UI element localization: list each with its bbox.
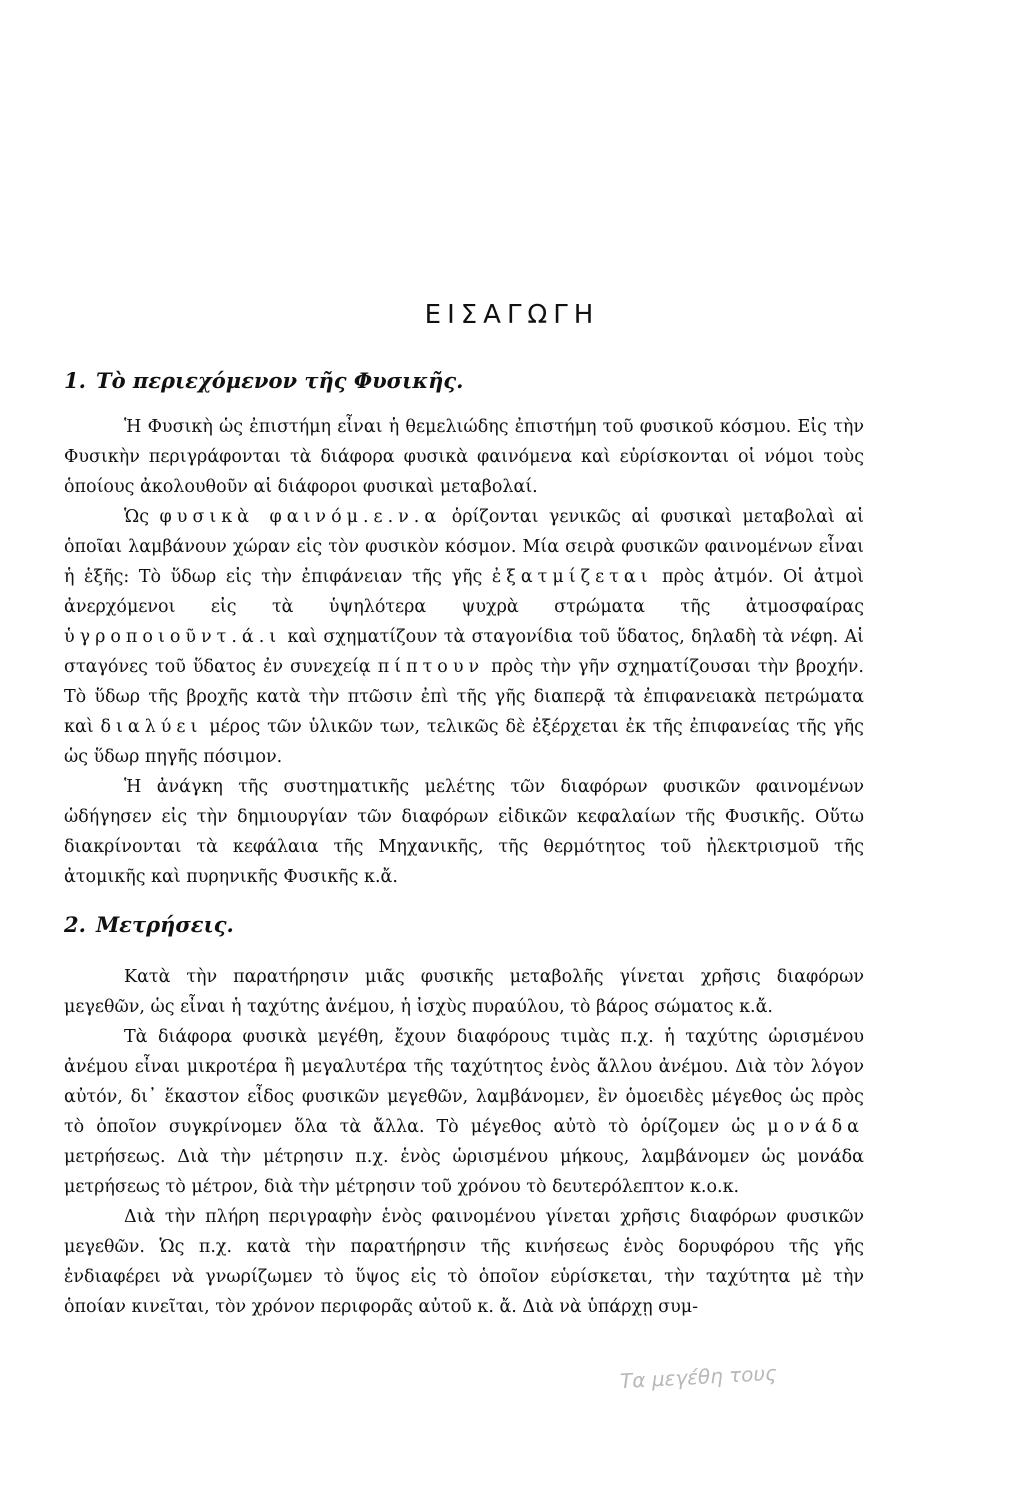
text-run: Τὰ διάφορα φυσικὰ μεγέθη, ἔχουν διαφόρους τιμὰς π.χ. ἡ ταχύτης ὡρισμένου ἀνέμου εἶναι μικροτέρα ἢ μεγαλυτέρα τῆς ταχύτητος ἑνὸς ἄλλου ἀνέμου. Διὰ τὸν λόγον αὐτόν, δι᾽ ἕκαστον εἶδος φυσικῶν μεγεθῶν, λαμβάνομεν, ἓν ὁμοειδὲς μέγεθος ὡς πρὸς τὸ ὁποῖον συγκρίνομεν ὅλα τὰ ἄλλα. Τὸ μέγεθος αὐτὸ τὸ ὁρίζομεν ὡς bbox=[64, 1027, 864, 1137]
section-2-heading bbox=[64, 912, 234, 937]
section-2-paragraph-2 bbox=[64, 1022, 864, 1202]
section-1-number: 1. bbox=[64, 368, 86, 393]
page-title: ΕΙΣΑΓΩΓΗ bbox=[424, 300, 600, 330]
spaced-term: πίπτουν bbox=[377, 657, 485, 677]
text-run: μετρήσεως. Διὰ τὴν μέτρησιν π.χ. ἑνὸς ὡρισμένου μήκους, λαμβάνομεν ὡς μονάδα μετρήσεως τὸ μέτρον, διὰ τὴν μέτρησιν τοῦ χρόνου τὸ δευτερόλεπτον κ.ο.κ. bbox=[64, 1147, 864, 1197]
section-1-paragraph-3: Ἡ ἀνάγκη τῆς συστηματικῆς μελέτης τῶν διαφόρων φυσικῶν φαινομένων ὡδήγησεν εἰς τὴν δημιουργίαν τῶν διαφόρων εἰδικῶν κεφαλαίων τῆς Φυσικῆς. Οὕτω διακρίνονται τὰ κεφάλαια τῆς Μηχανικῆς, τῆς θερμότητος τοῦ ἠλεκτρισμοῦ τῆς ἀτομικῆς καὶ πυρηνικῆς Φυσικῆς κ.ἄ. bbox=[64, 777, 864, 887]
text-run: πρὸς τὴν γῆν σχηματίζουσαι τὴν βροχήν. Τὸ ὕδωρ τῆς βροχῆς κατὰ τὴν πτῶσιν ἐπὶ τῆς γῆς διαπερᾷ τὰ ἐπιφανειακὰ πετρώματα καὶ bbox=[64, 657, 864, 737]
spaced-term: διαλύει bbox=[100, 717, 203, 737]
section-2-paragraph-3: Διὰ τὴν πλήρη περιγραφὴν ἑνὸς φαινομένου γίνεται χρῆσις διαφόρων φυσικῶν μεγεθῶν. Ὡς π.χ. κατὰ τὴν παρατήρησιν τῆς κινήσεως ἑνὸς δορυφόρου τῆς γῆς ἐνδιαφέρει νὰ γνωρίζωμεν τὸ ὕψος εἰς τὸ ὁποῖον εὑρίσκεται, τὴν ταχύτητα μὲ τὴν ὁποίαν κινεῖται, τὸν χρόνον περιφορᾶς αὐτοῦ κ. ἄ. Διὰ νὰ ὑπάρχῃ συμ- bbox=[64, 1207, 864, 1317]
section-1-body bbox=[64, 412, 864, 892]
text-run: πρὸς ἀτμόν. Οἱ ἀτμοὶ ἀνερχόμενοι εἰς τὰ ὑψηλότερα ψυχρὰ στρώματα τῆς ἀτμοσφαίρας bbox=[64, 567, 864, 617]
section-2-number: 2. bbox=[64, 912, 86, 937]
section-2-body bbox=[64, 962, 864, 1322]
spaced-term: μονάδα bbox=[767, 1117, 864, 1137]
spaced-term: ὑγροποιοῦντ.ά.ι bbox=[64, 627, 282, 647]
text-run: Ὡς bbox=[124, 507, 150, 527]
section-1-paragraph-2 bbox=[64, 502, 864, 772]
section-2-paragraph-1: Κατὰ τὴν παρατήρησιν μιᾶς φυσικῆς μεταβολῆς γίνεται χρῆσις διαφόρων μεγεθῶν, ὡς εἶναι ἡ ταχύτης ἀνέμου, ἡ ἰσχὺς πυραύλου, τὸ βάρος σώματος κ.ἄ. bbox=[64, 967, 864, 1017]
pencil-margin-note: Τα μεγέθη τους bbox=[619, 1360, 778, 1394]
section-1-title: Τὸ περιεχόμενον τῆς Φυσικῆς. bbox=[95, 368, 464, 393]
section-1-paragraph-1: Ἡ Φυσικὴ ὡς ἐπιστήμη εἶναι ἡ θεμελιώδης ἐπιστήμη τοῦ φυσικοῦ κόσμου. Εἰς τὴν Φυσικὴν περιγράφονται τὰ διάφορα φυσικὰ φαινόμενα καὶ εὑρίσκονται οἱ νόμοι τοὺς ὁποίους ἀκολουθοῦν αἱ διάφοροι φυσικαὶ μεταβολαί. bbox=[64, 417, 864, 497]
section-1-heading bbox=[64, 368, 463, 393]
text-run: ὁρίζονται γενικῶς αἱ φυσικαὶ μεταβολαὶ αἱ ὁποῖαι λαμβάνουν χώραν εἰς τὸν φυσικὸν κόσμον. Μία σειρὰ φυσικῶν φαινομένων εἶναι ἡ ἑξῆς: Τὸ ὕδωρ εἰς τὴν ἐπιφάνειαν τῆς γῆς bbox=[64, 507, 864, 587]
section-2-title: Μετρήσεις. bbox=[95, 912, 234, 937]
spaced-term: φυσικὰ φαινόμ.ε.ν.α bbox=[159, 507, 442, 527]
text-run: καὶ σχηματίζουν τὰ σταγονίδια τοῦ ὕδατος, δηλαδὴ τὰ νέφη. Αἱ σταγόνες τοῦ ὕδατος ἐν συνεχείᾳ bbox=[64, 627, 864, 677]
text-run: μέρος τῶν ὑλικῶν των, τελικῶς δὲ ἐξέρχεται ἐκ τῆς ἐπιφανείας τῆς γῆς ὡς ὕδωρ πηγῆς πόσιμον. bbox=[64, 717, 864, 767]
spaced-term: ἐξατμίζεται bbox=[491, 567, 653, 587]
